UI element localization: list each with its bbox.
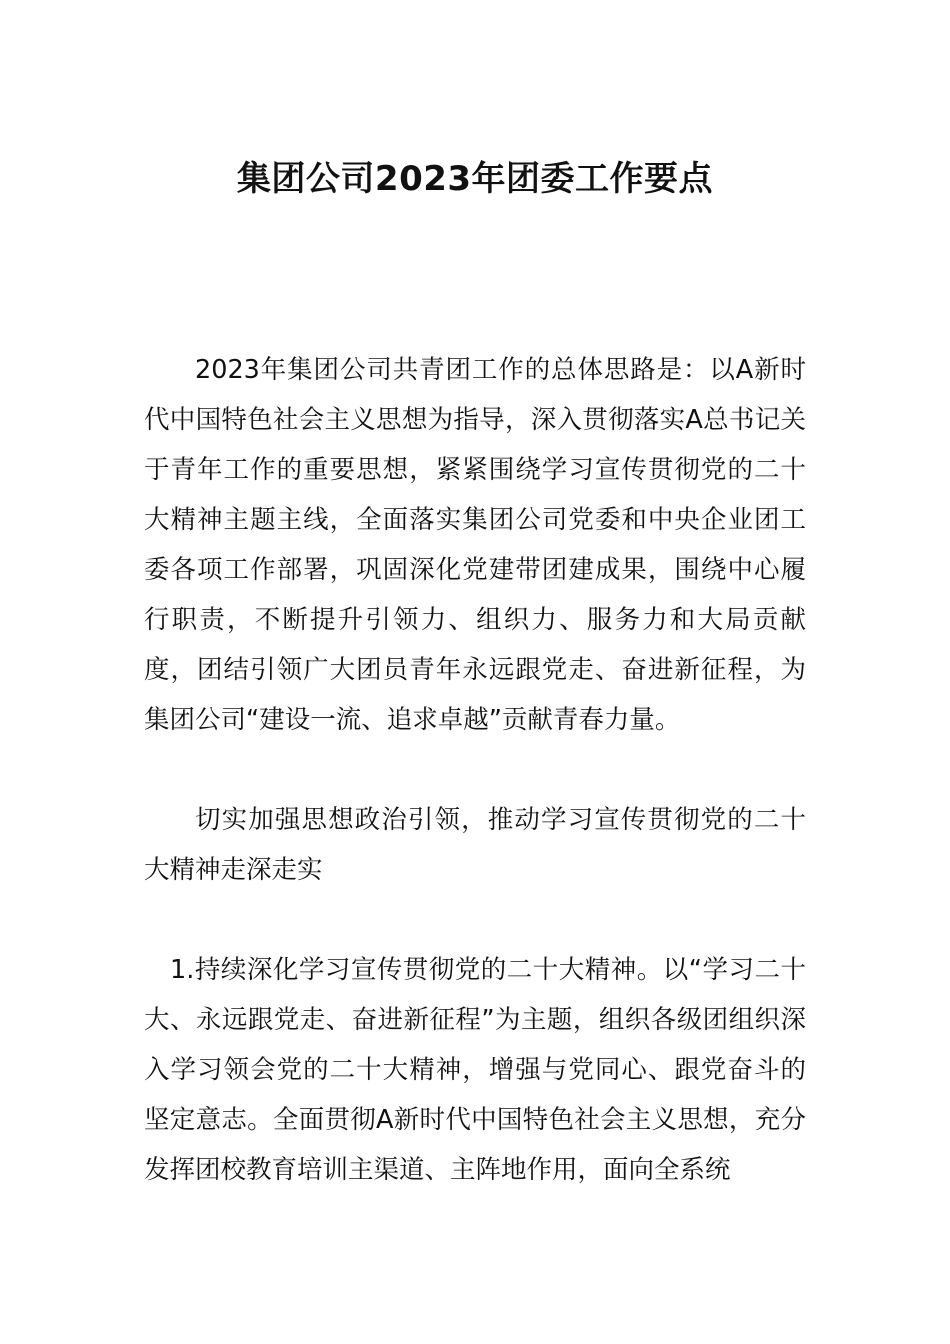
- section-heading-paragraph: 切实加强思想政治引领，推动学习宣传贯彻党的二十大精神走深走实: [144, 805, 806, 885]
- item-1-paragraph: 1.持续深化学习宣传贯彻党的二十大精神。以“学习二十大、永远跟党走、奋进新征程”为主题，组织各级团组织深入学习领会党的二十大精神，增强与党同心、跟党奋斗的坚定意志。全面贯彻A新时代中国特色社会主义思想，充分发挥团校教育培训主渠道、主阵地作用，面向全系统: [144, 955, 806, 1185]
- intro-paragraph: 2023年集团公司共青团工作的总体思路是：以A新时代中国特色社会主义思想为指导，深入贯彻落实A总书记关于青年工作的重要思想，紧紧围绕学习宣传贯彻党的二十大精神主题主线，全面落实集团公司党委和中央企业团工委各项工作部署，巩固深化党建带团建成果，围绕中心履行职责，不断提升引领力、组织力、服务力和大局贡献度，团结引领广大团员青年永远跟党走、奋进新征程，为集团公司“建设一流、追求卓越”贡献青春力量。: [144, 355, 806, 735]
- document-title: 集团公司2023年团委工作要点: [236, 159, 714, 199]
